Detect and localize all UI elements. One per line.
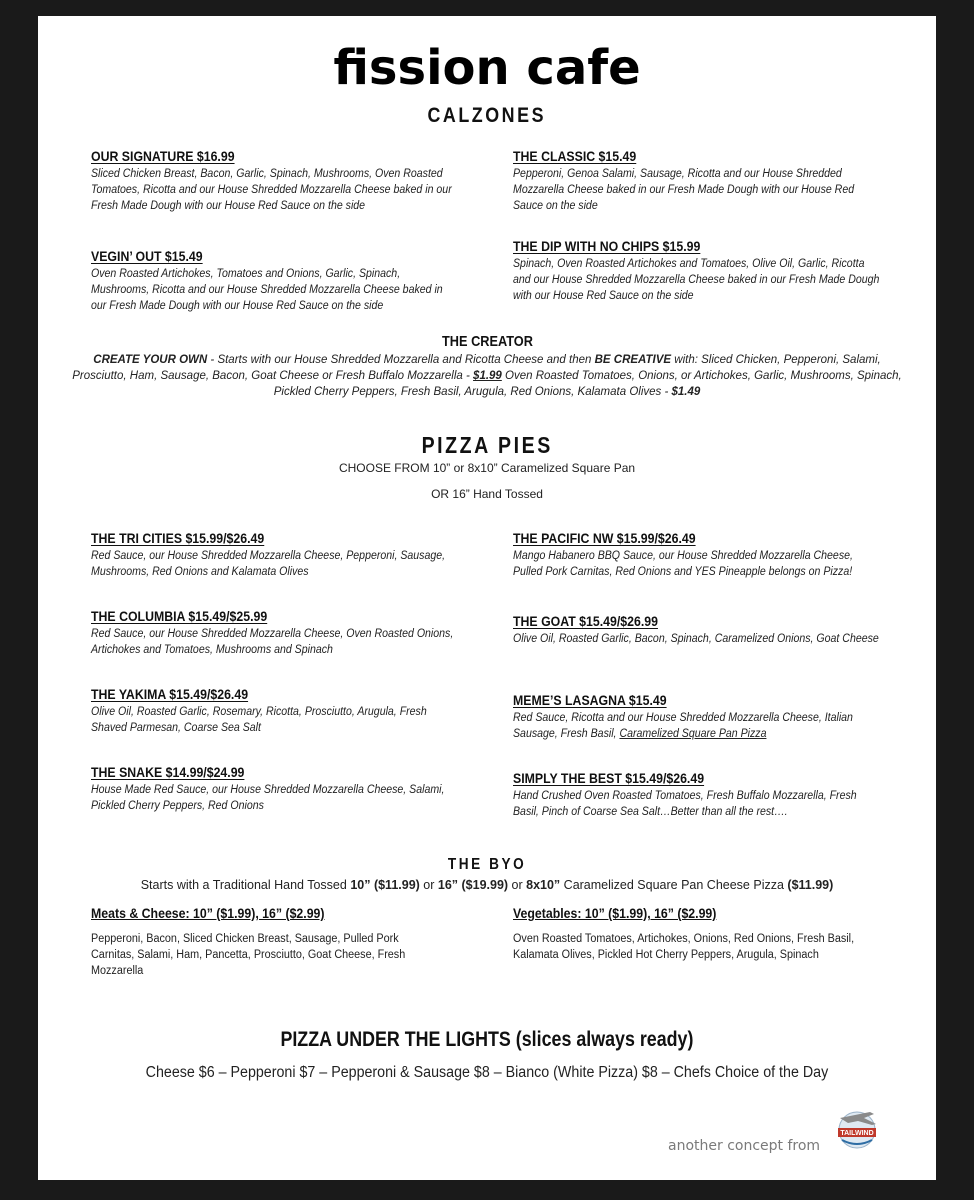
item-name: OUR SIGNATURE $16.99 [91, 148, 235, 164]
item-name: THE CLASSIC $15.49 [513, 148, 637, 164]
menu-item [91, 608, 461, 658]
lights-heading: PIZZA UNDER THE LIGHTS (slices always ready) [280, 1028, 694, 1051]
pizza-heading: PIZZA PIES [421, 432, 553, 458]
byo-size2: 16” ($19.99) [437, 878, 509, 892]
item-desc-underlined: Caramelized Square Pan Pizza [619, 728, 767, 740]
item-name: SIMPLY THE BEST $15.49/$26.49 [513, 770, 705, 786]
creator-price2: $1.49 [671, 386, 701, 398]
byo-veg-desc: Oven Roasted Tomatoes, Artichokes, Onions, Red Onions, Fresh Basil, Kalamata Olives, Pickled Hot Cherry Peppers, Arugula, Spinach [513, 933, 855, 961]
item-desc: Oven Roasted Artichokes, Tomatoes and Onions, Garlic, Spinach, Mushrooms, Ricotta and our House Shredded Mozzarella Cheese baked in our Fresh Made Dough with our House Red Sauce on the side [91, 268, 443, 312]
item-name: THE GOAT $15.49/$26.99 [513, 613, 658, 629]
menu-item [91, 148, 461, 214]
creator-part3: Oven Roasted Tomatoes, Onions, or Artichokes, Garlic, Mushrooms, Spinach, Pickled Cherry Peppers, Fresh Basil, Arugula, Red Onions, Kalamata Olives - [273, 370, 902, 398]
item-desc [513, 710, 881, 742]
byo-meats-desc: Pepperoni, Bacon, Sliced Chicken Breast, Sausage, Pulled Pork Carnitas, Salami, Ham, Pancetta, Prosciutto, Goat Cheese, Fresh Mozzarella [91, 933, 406, 977]
tailwind-logo [834, 1104, 880, 1150]
item-desc: Pepperoni, Genoa Salami, Sausage, Ricotta and our House Shredded Mozzarella Cheese baked in our Fresh Made Dough with our House Red Sauce on the side [513, 168, 855, 212]
byo-meats-title: Meats & Cheese: 10” ($1.99), 16” ($2.99) [91, 905, 325, 921]
item-name: MEME’S LASAGNA $15.49 [513, 692, 667, 708]
creator-lead: CREATE YOUR OWN [93, 354, 208, 366]
item-name: THE PACIFIC NW $15.99/$26.49 [513, 530, 696, 546]
byo-intro-a: Starts with a Traditional Hand Tossed [140, 878, 351, 892]
menu-item [513, 148, 883, 214]
item-desc: Olive Oil, Roasted Garlic, Bacon, Spinach, Caramelized Onions, Goat Cheese [513, 633, 879, 645]
menu-item [513, 238, 883, 304]
item-desc: Sliced Chicken Breast, Bacon, Garlic, Spinach, Mushrooms, Oven Roasted Tomatoes, Ricotta and our House Shredded Mozzarella Cheese baked in our Fresh Made Dough with our House Red Sauce on the side [91, 168, 452, 212]
creator-text [68, 352, 906, 400]
menu-item [513, 770, 883, 820]
menu-page [38, 16, 936, 1180]
lights-line: Cheese $6 – Pepperoni $7 – Pepperoni & Sausage $8 – Bianco (White Pizza) $8 – Chefs Choice of the Day [145, 1064, 829, 1081]
item-name: THE TRI CITIES $15.99/$26.49 [91, 530, 265, 546]
byo-size3: 8x10” [526, 878, 561, 892]
footer-text: another concept from [668, 1138, 821, 1154]
item-desc: Olive Oil, Roasted Garlic, Rosemary, Ricotta, Prosciutto, Arugula, Fresh Shaved Parmesan, Coarse Sea Salt [91, 706, 427, 734]
brand-title: fission cafe [333, 40, 641, 96]
pizza-choose-line: CHOOSE FROM 10” or 8x10” Caramelized Square Pan [338, 461, 636, 475]
menu-item [513, 613, 883, 647]
byo-intro-b: Caramelized Square Pan Cheese Pizza [560, 878, 788, 892]
logo-text: TAILWIND [840, 1130, 874, 1137]
byo-or1: or [419, 878, 438, 892]
item-desc: Red Sauce, our House Shredded Mozzarella Cheese, Pepperoni, Sausage, Mushrooms, Red Onions and Kalamata Olives [91, 550, 446, 578]
creator-be-creative: BE CREATIVE [594, 354, 672, 366]
byo-or2: or [508, 878, 527, 892]
item-desc: Mango Habanero BBQ Sauce, our House Shredded Mozzarella Cheese, Pulled Pork Carnitas, Red Onions and YES Pineapple belongs on Pizza! [513, 550, 853, 578]
item-name: THE SNAKE $14.99/$24.99 [91, 764, 245, 780]
creator-part1: - Starts with our House Shredded Mozzarella and Ricotta Cheese and then [207, 354, 595, 366]
byo-vegetables [513, 905, 913, 963]
calzones-heading: CALZONES [427, 104, 547, 127]
pizza-hand-tossed-line: OR 16” Hand Tossed [431, 487, 543, 501]
creator-price1: $1.99 [473, 370, 502, 382]
byo-price3: ($11.99) [787, 878, 834, 892]
menu-item [91, 686, 461, 736]
creator-part2: with: Sliced Chicken, Pepperoni, Salami, Prosciutto, Ham, Sausage, Bacon, Goat Cheese or Fresh Buffalo Mozzarella - [72, 354, 881, 382]
item-desc-text: Red Sauce, Ricotta and our House Shredded Mozzarella Cheese, Italian Sausage, Fresh Basil, [513, 712, 853, 740]
byo-meats [91, 905, 451, 979]
byo-heading: THE BYO [447, 856, 527, 873]
item-desc: Hand Crushed Oven Roasted Tomatoes, Fresh Buffalo Mozzarella, Fresh Basil, Pinch of Coarse Sea Salt…Better than all the rest…. [513, 790, 857, 818]
item-desc: Red Sauce, our House Shredded Mozzarella Cheese, Oven Roasted Onions, Artichokes and Tomatoes, Mushrooms and Spinach [91, 628, 454, 656]
item-desc: House Made Red Sauce, our House Shredded Mozzarella Cheese, Salami, Pickled Cherry Peppers, Red Onions [91, 784, 445, 812]
byo-intro [38, 878, 936, 892]
item-desc: Spinach, Oven Roasted Artichokes and Tomatoes, Olive Oil, Garlic, Ricotta and our House Shredded Mozzarella Cheese baked in our Fresh Made Dough with our House Red Sauce on the side [513, 258, 880, 302]
creator-heading: THE CREATOR [441, 333, 533, 350]
menu-item [513, 692, 883, 742]
byo-size1: 10” ($11.99) [350, 878, 420, 892]
menu-item [513, 530, 883, 580]
item-name: VEGIN’ OUT $15.49 [91, 248, 203, 264]
byo-veg-title: Vegetables: 10” ($1.99), 16” ($2.99) [513, 905, 717, 921]
item-name: THE YAKIMA $15.49/$26.49 [91, 686, 249, 702]
menu-item [91, 248, 461, 314]
menu-item [91, 764, 461, 814]
item-name: THE COLUMBIA $15.49/$25.99 [91, 608, 268, 624]
menu-item [91, 530, 461, 580]
item-name: THE DIP WITH NO CHIPS $15.99 [513, 238, 701, 254]
